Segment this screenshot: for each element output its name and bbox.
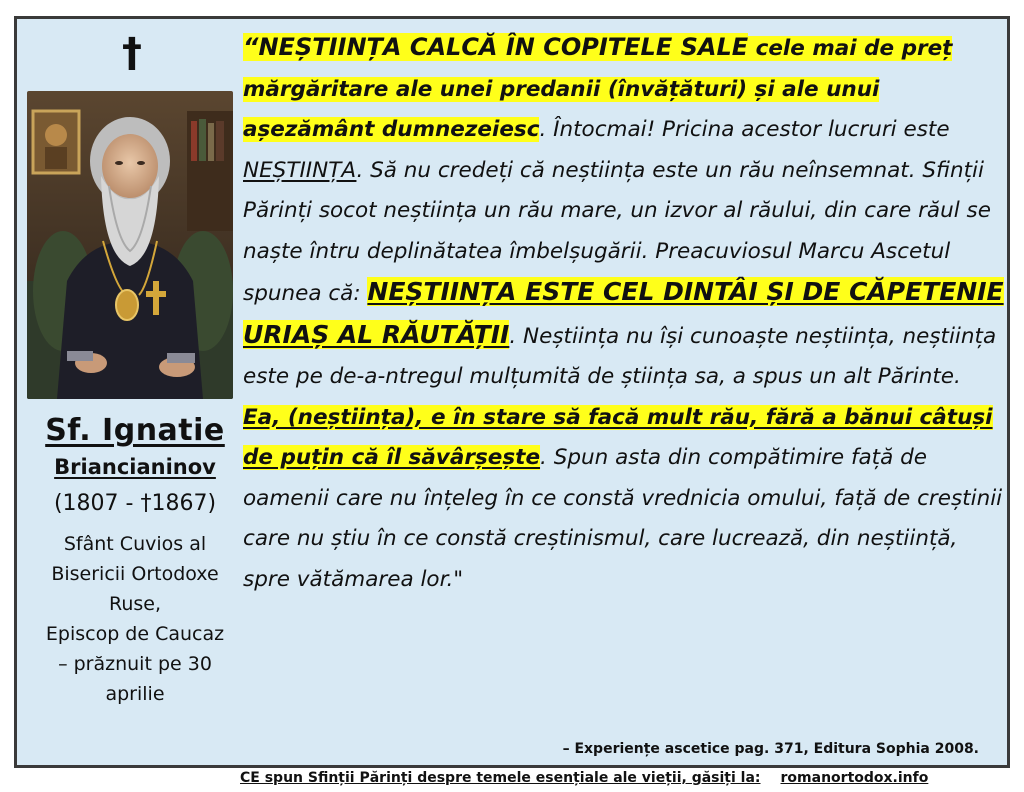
source-citation: – Experiențe ascetice pag. 371, Editura Sophia 2008.: [562, 741, 979, 757]
saint-description: [21, 529, 249, 709]
quote-segment: . Să nu credeți că neștiința este un rău neînsemnat. Sfinții Părinți socot neștiința un rău mare, un izvor al răului, din care răul se naște întru deplinătatea îmbelșugării. Preacuviosul Marcu Ascetul spunea că:: [243, 157, 991, 306]
desc-line: Bisericii Ortodoxe: [51, 563, 219, 585]
saint-years: (1807 - †1867): [53, 491, 217, 516]
quote-highlight-1: cele mai de preț mărgăritare ale unei predanii (învățături) și ale unui așezământ dumnezeiesc: [243, 36, 953, 142]
cross-icon: †: [122, 30, 142, 76]
quote-text: [243, 27, 1005, 600]
desc-line: Sfânt Cuvios al: [63, 533, 207, 555]
quote-segment: . Întocmai! Pricina acestor lucruri este: [539, 117, 950, 142]
quote-emphasis: NEȘTIINȚA ESTE CEL DINTÂI ȘI DE CĂPETENIE URIAȘ AL RĂUTĂȚII: [243, 277, 1004, 349]
quote-heading-highlight: “NEȘTIINȚA CALCĂ ÎN COPITELE SALE: [243, 33, 749, 61]
footer-text: CE spun Sfinții Părinți despre temele esențiale ale vieții, găsiți la:: [240, 770, 761, 786]
desc-line: Ruse,: [108, 593, 162, 615]
desc-line: Episcop de Caucaz: [45, 623, 225, 645]
quote-segment: . Spun asta din compătimire față de oamenii care nu înțeleg în ce constă vrednicia omului, față de creștinii care nu știu în ce constă creștinismul, care lucrează, din neștiință, spre vătămarea lor.": [243, 445, 1003, 592]
saint-panel: [17, 19, 253, 765]
quote-card: [14, 16, 1010, 768]
saint-surname: Briancianinov: [54, 455, 216, 479]
footer: [240, 770, 1020, 786]
quote-segment: . Neștiința nu își cunoaște neștiința, neștiința este pe de-a-ntregul mulțumită de știința sa, a spus un alt Părinte.: [243, 323, 997, 389]
quote-underlined-word: NEȘTIINȚA: [243, 157, 357, 183]
footer-site-link[interactable]: romanortodox.info: [780, 770, 929, 786]
saint-portrait: [27, 91, 233, 399]
desc-line: aprilie: [105, 683, 165, 705]
desc-line: – prăznuit pe 30: [58, 653, 212, 675]
quote-highlight-2: Ea, (neștiința), e în stare să facă mult rău, fără a bănui câtuși de puțin că îl săvârșește: [243, 404, 993, 470]
saint-name: Sf. Ignatie: [45, 413, 225, 448]
